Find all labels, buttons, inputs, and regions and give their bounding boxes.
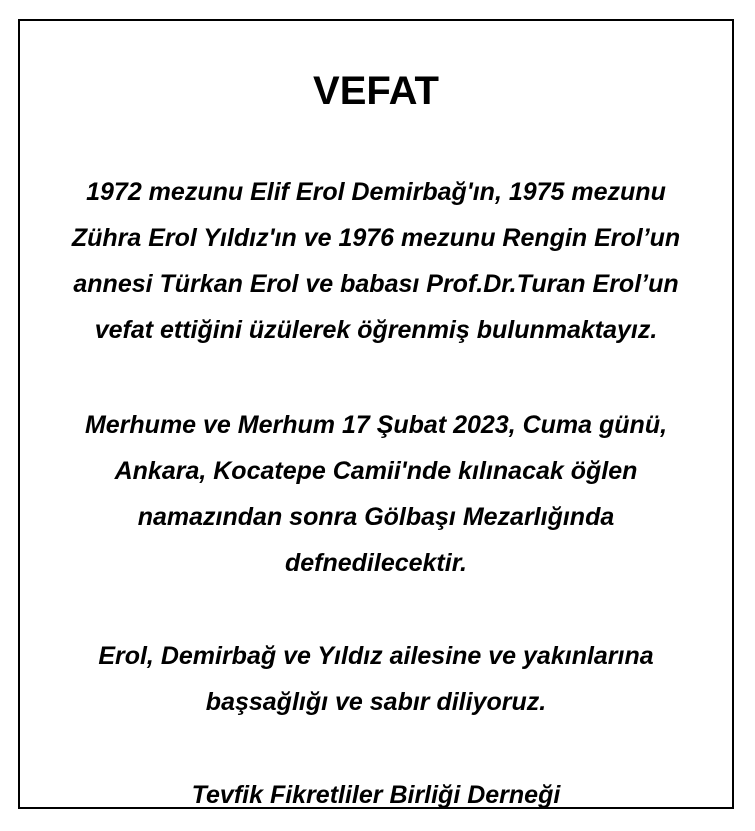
announcement-line: annesi Türkan Erol ve babası Prof.Dr.Turan Erol’un bbox=[73, 270, 679, 298]
signature-line: Tevfik Fikretliler Birliği Derneği bbox=[191, 781, 561, 809]
notice-title: VEFAT bbox=[313, 69, 439, 113]
condolence-paragraph bbox=[50, 633, 702, 725]
signature bbox=[50, 772, 702, 818]
funeral-details-paragraph bbox=[50, 402, 702, 586]
funeral-details-line: namazından sonra Gölbaşı Mezarlığında bbox=[137, 503, 615, 531]
condolence-line: Erol, Demirbağ ve Yıldız ailesine ve yakınlarına bbox=[98, 642, 654, 670]
announcement-line: Zühra Erol Yıldız'ın ve 1976 mezunu Rengin Erol’un bbox=[71, 224, 681, 252]
announcement-line: 1972 mezunu Elif Erol Demirbağ'ın, 1975 mezunu bbox=[86, 178, 666, 206]
obituary-notice-frame bbox=[18, 19, 734, 809]
announcement-paragraph bbox=[50, 169, 702, 353]
announcement-line: vefat ettiğini üzülerek öğrenmiş bulunmaktayız. bbox=[94, 316, 658, 344]
funeral-details-line: Merhume ve Merhum 17 Şubat 2023, Cuma günü, bbox=[84, 411, 668, 439]
condolence-line: başsağlığı ve sabır diliyoruz. bbox=[205, 688, 547, 716]
funeral-details-line: Ankara, Kocatepe Camii'nde kılınacak öğlen bbox=[114, 457, 638, 485]
funeral-details-line: defnedilecektir. bbox=[284, 549, 468, 577]
